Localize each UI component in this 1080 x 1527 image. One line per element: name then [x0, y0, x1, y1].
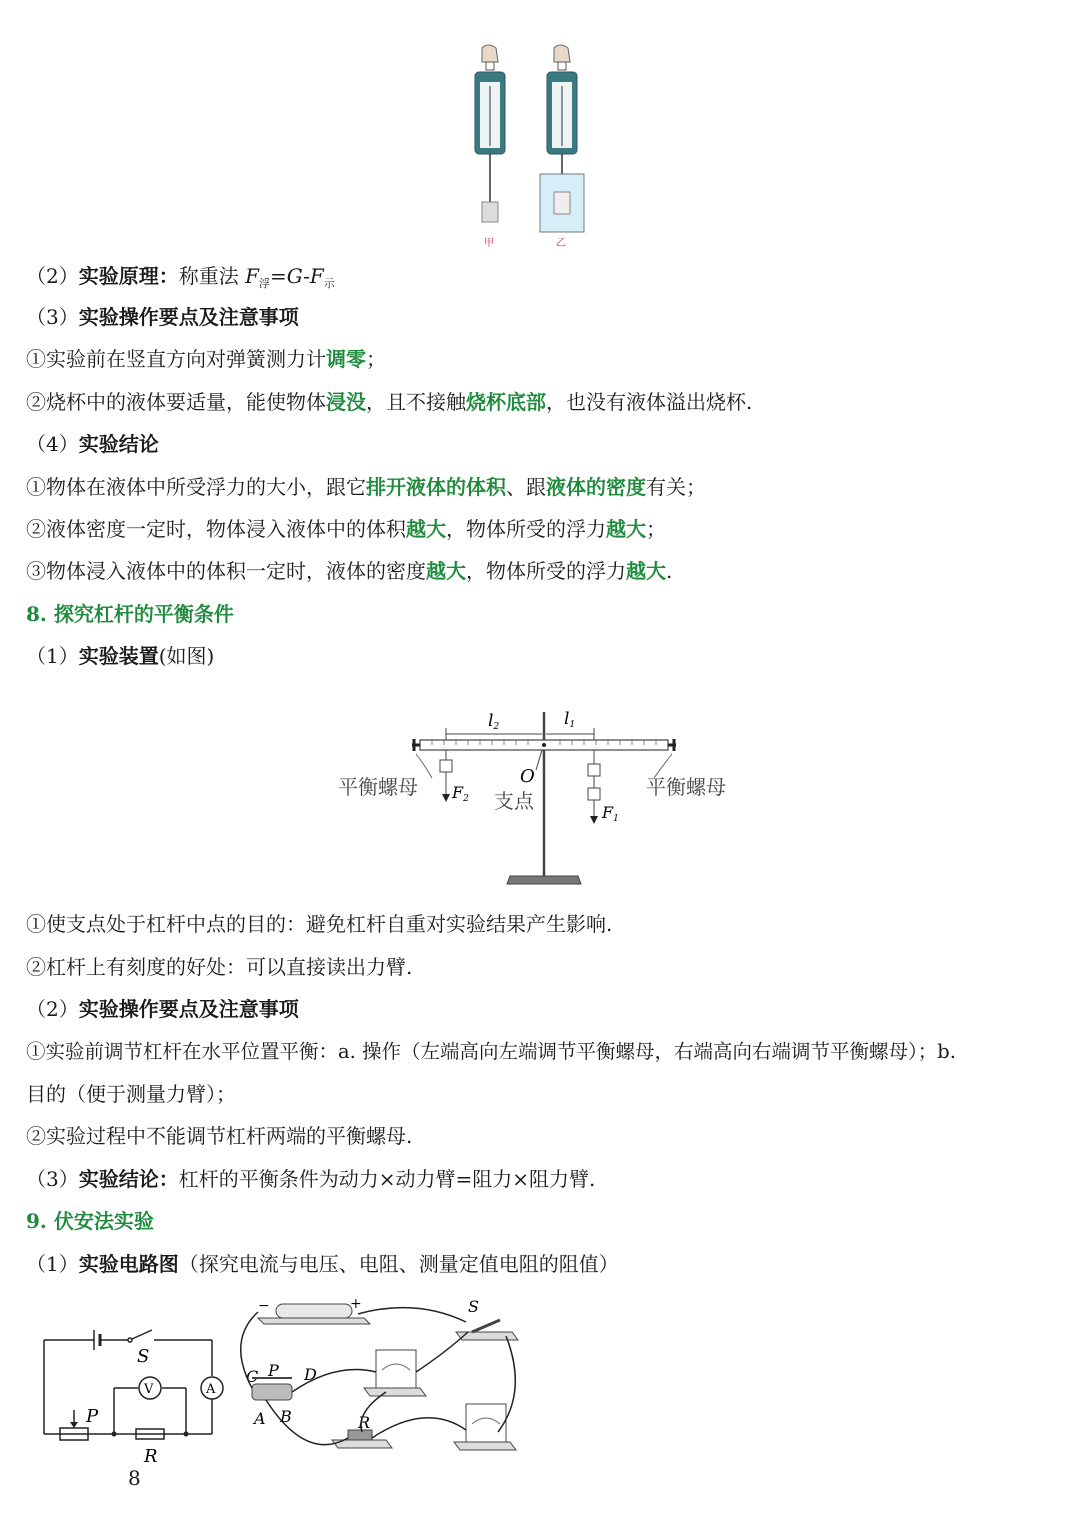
label-F2: F2 — [452, 783, 469, 804]
label-P: P — [86, 1406, 99, 1427]
label-B: B — [280, 1407, 292, 1426]
label-R: R — [144, 1446, 158, 1467]
label-R2: R — [358, 1413, 371, 1432]
label-right-nut: 平衡螺母 — [646, 775, 726, 799]
principle-line: （2）实验原理：称重法 $F_浮=G-F_示$ — [26, 264, 335, 290]
conclusion-3: ③物体浸入液体中的体积一定时，液体的密度越大，物体所受的浮力越大. — [26, 559, 673, 583]
label-jia: 甲 — [484, 238, 494, 249]
circuit-apparatus — [236, 1292, 520, 1472]
battery-plus: + — [350, 1296, 362, 1312]
lever-ops-heading: （2）实验操作要点及注意事项 — [26, 997, 299, 1021]
label-Pp: P — [268, 1361, 279, 1380]
circuit-schematic — [36, 1318, 236, 1468]
conclusion-2: ②液体密度一定时，物体浸入液体中的体积越大，物体所受的浮力越大； — [26, 517, 666, 541]
label-yi: 乙 — [556, 238, 566, 249]
lever-conclusion: （3）实验结论：杠杆的平衡条件为动力×动力臂=阻力×阻力臂. — [26, 1167, 596, 1191]
battery-minus: − — [258, 1298, 270, 1314]
label-D: D — [304, 1365, 317, 1384]
spring-scale-left — [475, 45, 505, 222]
circuit-heading: （1）实验电路图（探究电流与电压、电阻、测量定值电阻的阻值） — [26, 1252, 619, 1276]
label-l1: l1 — [564, 709, 576, 730]
lever-op-1a: ①实验前调节杠杆在水平位置平衡：a. 操作（左端高向左端调节平衡螺母，右端高向右端调节平衡螺母）；b. — [26, 1040, 956, 1063]
op-2: ②烧杯中的液体要适量，能使物体浸没，且不接触烧杯底部，也没有液体溢出烧杯. — [26, 390, 753, 414]
label-O: O — [520, 766, 535, 787]
page-number: 8 — [128, 1466, 141, 1490]
label-left-nut: 平衡螺母 — [338, 775, 418, 799]
spring-scale-figure — [460, 42, 620, 252]
conclusion-1: ①物体在液体中所受浮力的大小，跟它排开液体的体积、跟液体的密度有关； — [26, 475, 706, 499]
label-F1: F1 — [602, 803, 619, 824]
label-S: S — [137, 1346, 150, 1367]
lever-figure — [332, 698, 752, 894]
label-A: A — [206, 1382, 216, 1397]
label-Aa: A — [254, 1409, 266, 1428]
lever-note-2: ②杠杆上有刻度的好处：可以直接读出力臂. — [26, 955, 413, 979]
section-conclusion-heading: （4）实验结论 — [26, 432, 159, 456]
section-ops-heading: （3）实验操作要点及注意事项 — [26, 305, 299, 329]
label-C: C — [246, 1367, 259, 1386]
lever-setup-heading: （1）实验装置(如图) — [26, 644, 215, 668]
lever-op-2: ②实验过程中不能调节杠杆两端的平衡螺母. — [26, 1124, 413, 1148]
spring-scale-right — [540, 45, 584, 232]
label-V: V — [144, 1382, 154, 1397]
label-fulcrum: 支点 — [494, 789, 534, 813]
op-1: ①实验前在竖直方向对弹簧测力计调零； — [26, 347, 386, 371]
label-l2: l2 — [488, 711, 500, 732]
label-switch-S: S — [468, 1297, 479, 1316]
heading-9: 9. 伏安法实验 — [26, 1209, 154, 1233]
lever-op-1b: 目的（便于测量力臂）； — [26, 1082, 236, 1106]
heading-8: 8. 探究杠杆的平衡条件 — [26, 602, 234, 626]
lever-note-1: ①使支点处于杠杆中点的目的：避免杠杆自重对实验结果产生影响. — [26, 912, 613, 936]
